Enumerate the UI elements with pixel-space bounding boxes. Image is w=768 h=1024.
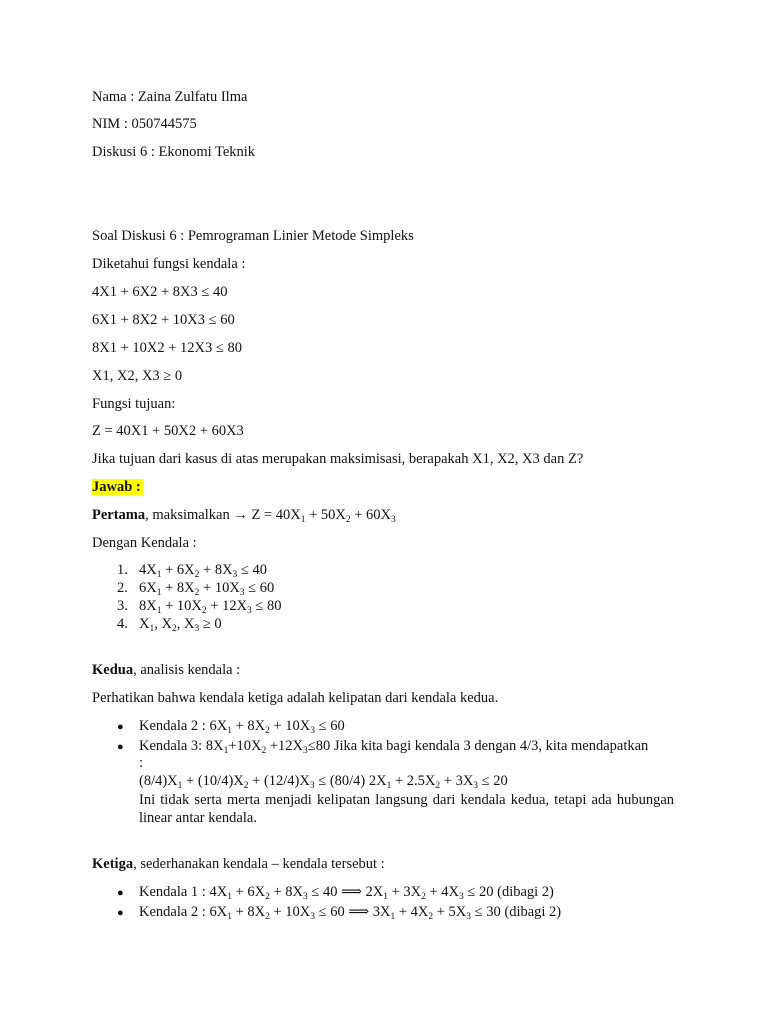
text: , X (176, 616, 195, 632)
sub: 1 (227, 912, 232, 922)
sub: 1 (223, 746, 229, 756)
sub: 1 (386, 781, 392, 791)
sub: 2 (421, 892, 426, 902)
sub: 3 (466, 912, 472, 922)
text: + 8X (199, 562, 233, 578)
sub: 2 (201, 606, 207, 616)
sub: 1 (149, 624, 155, 634)
sub: 3 (239, 588, 245, 598)
sub: 1 (300, 515, 306, 525)
text: + 2.5X (391, 773, 436, 789)
discussion-title: Diskusi 6 : Ekonomi Teknik (92, 144, 256, 160)
text: (8/4)X (139, 773, 178, 789)
text: X (139, 616, 150, 632)
bullet-icon: ● (117, 887, 124, 899)
text: ≤ 40 (237, 562, 268, 578)
sub: 3 (303, 746, 308, 756)
division-equation (139, 772, 674, 790)
problem-title: Soal Diskusi 6 : Pemrograman Linier Metode Simpleks (92, 228, 414, 244)
problem-question: Jika tujuan dari kasus di atas merupakan maksimisasi, berapakah X1, X2, X3 dan Z? (92, 451, 584, 467)
sub: 1 (177, 781, 183, 791)
step-2-text: , analisis kendala : (133, 662, 241, 678)
list-item (117, 561, 267, 579)
text: + 5X (433, 904, 467, 920)
text: , X (154, 616, 172, 632)
sub: 2 (194, 570, 200, 580)
text: ≤80 Jika kita bagi kendala 3 dengan 4/3, kita mendapatkan (307, 738, 649, 754)
step-3-line (92, 855, 385, 873)
student-name: Nama : Zaina Zulfatu Ilma (92, 89, 248, 105)
sub: 3 (473, 781, 479, 791)
text: + 6X (161, 562, 195, 578)
list-item (117, 597, 282, 615)
text: ≤ 80 (251, 598, 282, 614)
sub: 3 (303, 892, 308, 902)
sub: 2 (265, 912, 270, 922)
list-number: 2. (117, 580, 128, 596)
objective-function: Z = 40X1 + 50X2 + 60X3 (92, 423, 244, 439)
text: + (10/4)X (182, 773, 244, 789)
text: + 10X (269, 904, 311, 920)
text: ≤ 20 (dibagi 2) (463, 884, 554, 900)
problem-constraint-4: X1, X2, X3 ≥ 0 (92, 368, 183, 384)
sub: 2 (194, 588, 200, 598)
text: ≤ 40 ⟹ 2X (307, 884, 384, 900)
sub: 2 (345, 515, 351, 525)
sub: 2 (435, 781, 441, 791)
answer-label (92, 478, 143, 496)
step-1-line (92, 506, 396, 524)
sub: 2 (171, 624, 177, 634)
sub: 2 (265, 892, 270, 902)
sub: 2 (428, 912, 434, 922)
bullet-item (117, 717, 345, 736)
text: + 3X (387, 884, 422, 900)
step-2-heading: Kedua (92, 662, 134, 678)
problem-constraint-1: 4X1 + 6X2 + 8X3 ≤ 40 (92, 284, 228, 300)
bullet-item (117, 903, 561, 922)
sub: 1 (390, 912, 396, 922)
text: ≥ 0 (199, 616, 222, 632)
problem-intro: Diketahui fungsi kendala : (92, 256, 246, 272)
sub: 2 (261, 746, 267, 756)
sub: 1 (156, 606, 162, 616)
problem-constraint-2: 6X1 + 8X2 + 10X3 ≤ 60 (92, 312, 235, 328)
bullet-icon: ● (117, 907, 124, 919)
sub: 3 (194, 624, 200, 634)
sub: 3 (459, 892, 464, 902)
step-3-text: , sederhanakan kendala – kendala tersebut : (133, 856, 385, 872)
objective-label: Fungsi tujuan: (92, 396, 176, 412)
sub: 3 (232, 570, 238, 580)
step-1-heading: Pertama (92, 507, 146, 523)
constraints-label: Dengan Kendala : (92, 535, 197, 551)
bullet-icon: ● (117, 721, 124, 733)
sub: 3 (391, 515, 396, 525)
sub: 2 (243, 781, 249, 791)
text: Kendala 3: 8X (139, 738, 224, 754)
sub: 1 (156, 570, 162, 580)
text: Kendala 1 : 4X (139, 884, 228, 900)
text: + 8X (269, 884, 303, 900)
text: + 4X (425, 884, 460, 900)
text: ≤ 20 (478, 773, 508, 789)
text: 6X (139, 580, 157, 596)
step-2-note: Perhatikan bahwa kendala ketiga adalah kelipatan dari kendala kedua. (92, 690, 499, 706)
text: 8X (139, 598, 157, 614)
text: + 6X (231, 884, 266, 900)
sub: 3 (310, 726, 315, 736)
sub: 3 (310, 912, 315, 922)
list-item (117, 615, 222, 633)
text: + (12/4)X (248, 773, 310, 789)
answer-highlight: Jawab : (92, 479, 141, 495)
text: + 8X (231, 718, 266, 734)
step-3-heading: Ketiga (92, 856, 134, 872)
text: + 12X (206, 598, 248, 614)
sub: 3 (247, 606, 252, 616)
step-1-text: + 60X (350, 507, 392, 523)
text: + 10X (161, 598, 202, 614)
bullet-item (117, 883, 554, 902)
text: 4X (139, 562, 157, 578)
text: Kendala 2 : 6X (139, 904, 228, 920)
text: + 4X (395, 904, 429, 920)
text: Kendala 2 : 6X (139, 718, 228, 734)
text: ≤ 30 (dibagi 2) (471, 904, 562, 920)
bullet-colon: : (139, 755, 144, 771)
linear-relation-explanation: Ini tidak serta merta menjadi kelipatan langsung dari kendala kedua, tetapi ada hubungan linear antar kendala. (139, 792, 674, 826)
text: +12X (266, 738, 303, 754)
sub: 1 (383, 892, 388, 902)
text: ≤ 60 (244, 580, 275, 596)
step-1-text: + 50X (305, 507, 346, 523)
student-nim: NIM : 050744575 (92, 116, 197, 132)
sub: 1 (227, 726, 232, 736)
text: + 10X (199, 580, 240, 596)
text: +10X (228, 738, 262, 754)
text: + 8X (161, 580, 195, 596)
list-number: 1. (117, 562, 128, 578)
list-item (117, 579, 274, 597)
problem-constraint-3: 8X1 + 10X2 + 12X3 ≤ 80 (92, 340, 242, 356)
list-number: 4. (117, 616, 128, 632)
sub: 3 (309, 781, 315, 791)
text: ≤ 60 (315, 718, 345, 734)
text: + 3X (440, 773, 474, 789)
step-1-text: , maksimalkan → Z = 40X (145, 507, 301, 523)
text: + 10X (269, 718, 311, 734)
text: ≤ (80/4) 2X (314, 773, 387, 789)
step-2-line (92, 661, 240, 679)
list-number: 3. (117, 598, 128, 614)
sub: 1 (156, 588, 162, 598)
sub: 1 (227, 892, 232, 902)
text: ≤ 60 ⟹ 3X (315, 904, 391, 920)
bullet-icon: ● (117, 741, 124, 753)
sub: 2 (265, 726, 270, 736)
text: + 8X (231, 904, 266, 920)
